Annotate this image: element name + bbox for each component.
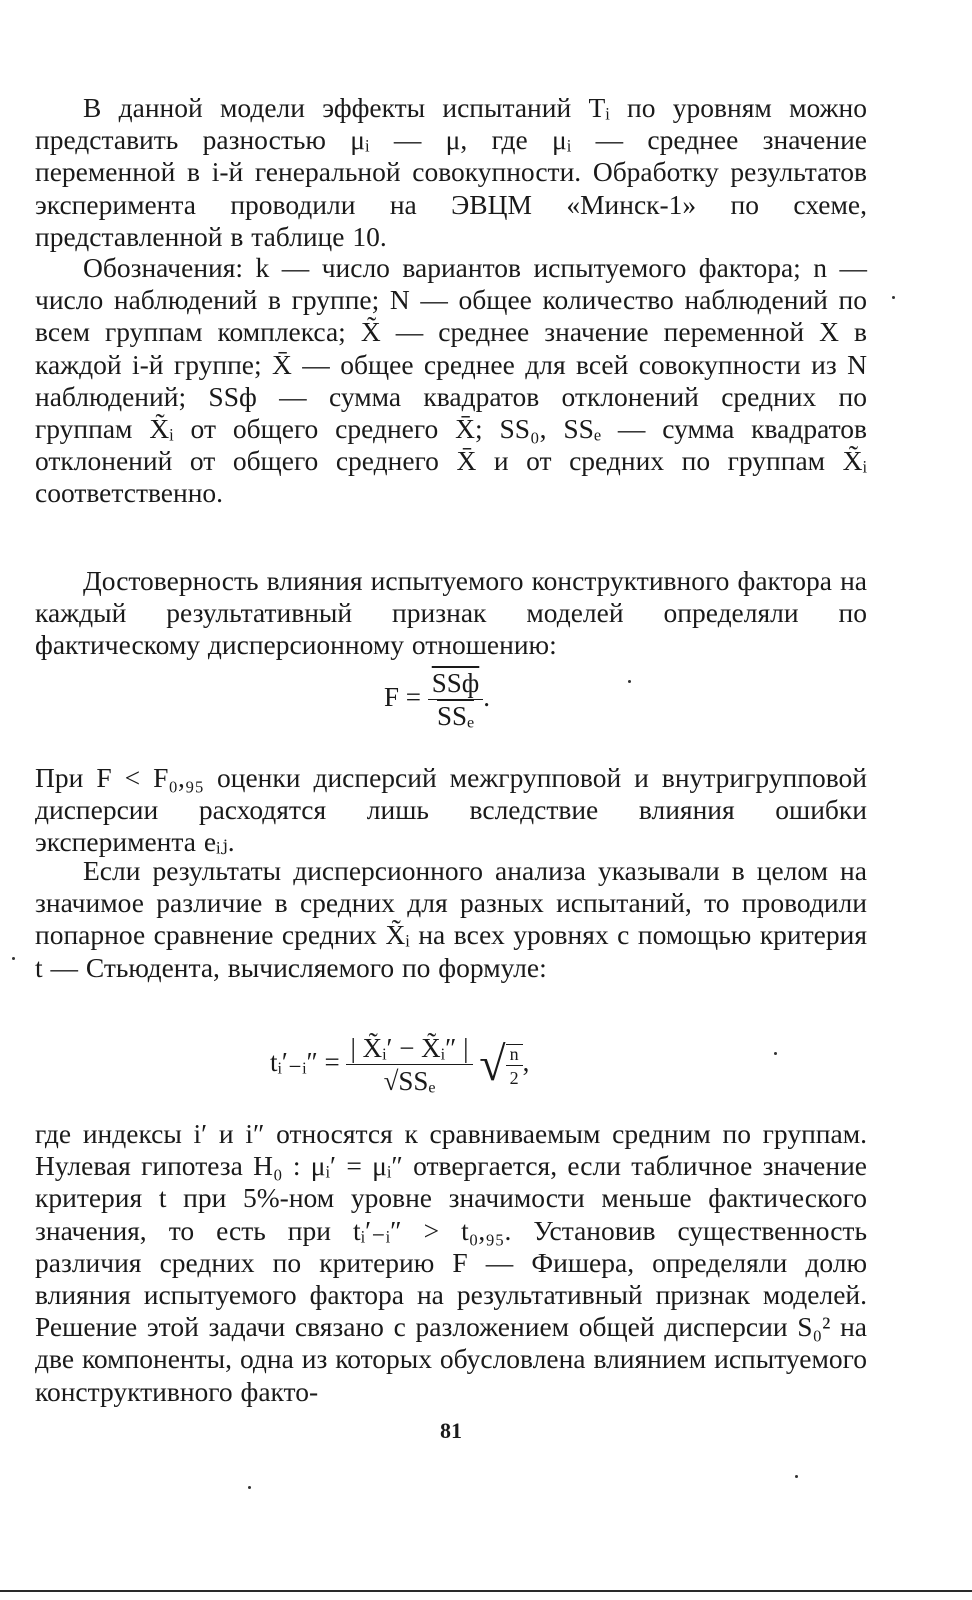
formula-f-numerator: SSф <box>428 670 484 700</box>
paragraph-student-test: Если результаты дисперсионного анализа указывали в целом на значимое различие в средних для разных испытаний, то проводили попарное сравнение средних X̃ᵢ на всех уровнях с помощью критерия t — Стьюдента, вычисляемого по формуле: <box>35 855 867 983</box>
paragraph-reliability: Достоверность влияния испытуемого конструктивного фактора на каждый результативный признак моделей определяли по фактическому дисперсионному отношению: <box>35 565 867 661</box>
scan-speck <box>628 680 631 683</box>
scan-speck <box>892 296 895 299</box>
formula-t-numerator: | X̃ᵢ′ − X̃ᵢ″ | <box>346 1035 472 1065</box>
paragraph-hypothesis: где индексы i′ и i″ относятся к сравниваемым средним по группам. Нулевая гипотеза H₀ : μᵢ′ = μᵢ″ отвергается, если табличное значение критерия t при 5%-ном уровне значимости меньше фактического значения, то есть при tᵢ′₋ᵢ″ > t₀,₉₅. Установив существенность различия средних по критерию F — Фишера, определяли долю влияния испытуемого фактора на результативный признак моделей. Решение этой задачи связано с разложением общей дисперсии S₀² на две компоненты, одна из которых обусловлена влиянием испытуемого конструктивного факто- <box>35 1118 867 1407</box>
radical-sign: √ <box>479 1038 506 1091</box>
formula-t-tail: , <box>522 1047 530 1078</box>
formula-t-lhs: tᵢ′₋ᵢ″ = <box>270 1047 340 1078</box>
scan-speck <box>248 1486 251 1489</box>
paragraph-notation: Обозначения: k — число вариантов испытуемого фактора; n — число наблюдений в группе; N — общее количество наблюдений по всем группам комплекса; X̃ — среднее значение переменной X в каждой i-й группе; X̄ — общее среднее для всей совокупности из N наблюдений; SSф — сумма квадратов отклонений средних по группам X̃ᵢ от общего среднего X̄; SS₀, SSₑ — сумма квадратов отклонений от общего среднего X̄ и от средних по группам X̃ᵢ соответственно. <box>35 252 867 509</box>
paragraph-f-condition: При F < F₀,₉₅ оценки дисперсий межгрупповой и внутригрупповой дисперсии расходятся лишь вследствие влияния ошибки эксперимента eᵢⱼ. <box>35 762 867 858</box>
formula-t-student <box>270 1035 529 1095</box>
scan-speck <box>12 957 15 960</box>
scan-speck <box>795 1475 798 1478</box>
scan-bottom-edge <box>0 1590 972 1592</box>
formula-t-denominator: √SSₑ <box>383 1066 436 1096</box>
formula-t-root-denominator: 2 <box>509 1067 519 1088</box>
formula-t-root-numerator: n <box>506 1045 523 1066</box>
formula-t-fraction <box>346 1035 472 1095</box>
formula-f-denominator: SSₑ <box>437 701 474 731</box>
page-number: 81 <box>440 1418 462 1443</box>
formula-f-fraction <box>428 670 484 730</box>
scan-speck <box>774 1052 777 1055</box>
formula-f-lhs: F = <box>384 682 421 713</box>
formula-f-ratio <box>384 670 490 730</box>
paragraph-model-effects: В данной модели эффекты испытаний Tᵢ по уровням можно представить разностью μᵢ — μ, где μᵢ — среднее значение переменной в i-й генеральной совокупности. Обработку результатов эксперимента проводили на ЭВЦМ «Минск-1» по схеме, представленной в таблице 10. <box>35 92 867 252</box>
formula-t-root-fraction <box>506 1044 523 1087</box>
formula-f-tail: . <box>483 682 491 713</box>
